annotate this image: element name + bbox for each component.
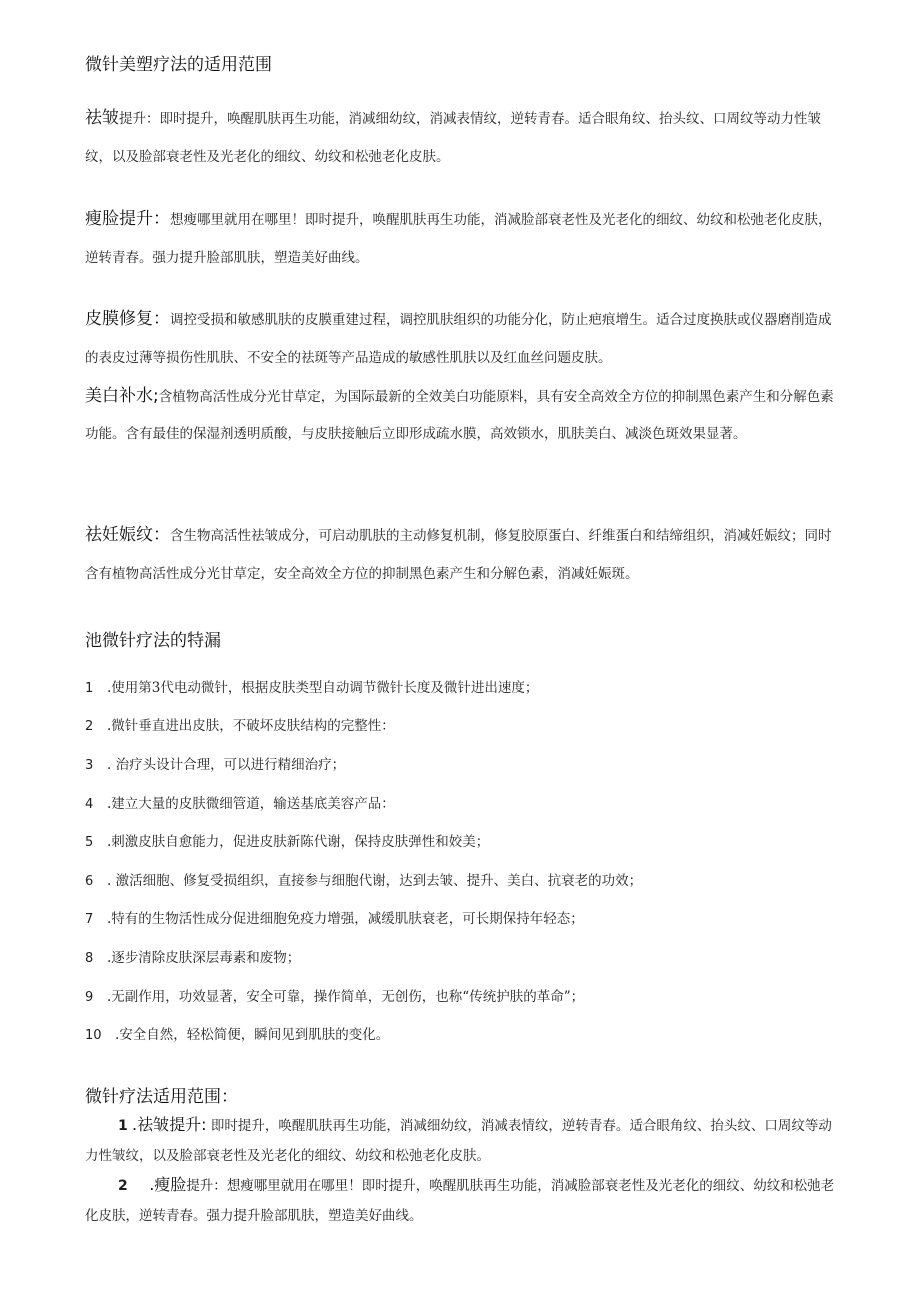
item-term: 祛皱	[85, 108, 119, 128]
item-number: 2	[118, 1178, 128, 1194]
item-number: 1	[118, 1118, 128, 1134]
list-number: 2	[85, 719, 94, 734]
list-text: .无副作用，功效显著，安全可靠，操作简单，无创伤，也称“传统护肤的革命”；	[107, 989, 585, 1005]
item-text: 含植物高活性成分光甘草定，为国际最新的全效美白功能原料，具有安全高效全方位的抑制黑色素产生和分解色素功能。含有最佳的保湿剂透明质酸，与皮肤接触后立即形成疏水膜，高效锁水，肌肤美白、减淡色斑效果显著。	[85, 389, 834, 442]
list-item	[85, 830, 489, 850]
list-number: 8	[85, 951, 94, 966]
list-item	[85, 676, 538, 696]
item-text: 想瘦哪里就用在哪里！即时提升，唤醒肌肤再生功能，消减脸部衰老性及光老化的细纹、幼纹和松弛老化皮肤，逆转青春。强力提升脸部肌肤，塑造美好曲线。	[85, 212, 832, 266]
list-number: 4	[85, 797, 94, 812]
list-number: 3	[85, 758, 94, 773]
section1-item-face-lift	[85, 200, 837, 277]
list-text: .微针垂直进出皮肤，不破坏皮肤结构的完整性：	[107, 718, 395, 734]
list-item	[85, 869, 642, 889]
item-term: .瘦脸	[149, 1175, 187, 1194]
item-text: 即时提升，唤醒肌肤再生功能，消减细幼纹，消减表情纹，逆转青春。适合眼角纹、抬头纹、口周纹等动力性皱纹，以及脸部衰老性及光老化的细纹、幼纹和松弛老化皮肤。	[85, 111, 821, 165]
list-item	[85, 714, 395, 734]
list-item	[85, 753, 345, 773]
section3-title: 微针疗法适用范围：	[85, 1087, 238, 1107]
section1-item-wrinkle	[85, 99, 837, 176]
item-text: 含生物高活性祛皱成分，可启动肌肤的主动修复机制，修复胶原蛋白、纤维蛋白和结缔组织，消减妊娠纹；同时含有植物高活性成分光甘草定，安全高效全方位的抑制黑色素产生和分解色素，消减妊娠斑。	[85, 528, 832, 582]
item-text: 即时提升，唤醒肌肤再生功能，消减细幼纹，消减表情纹，逆转青春。适合眼角纹、抬头纹、口周纹等动力性皱纹，以及脸部衰老性及光老化的细纹、幼纹和松弛老化皮肤。	[85, 1118, 832, 1164]
list-text: .使用第3代电动微针，根据皮肤类型自动调节微针长度及微针进出速度；	[107, 680, 539, 696]
item-term: 皮膜修复：	[85, 309, 170, 329]
list-item	[85, 946, 300, 966]
item-term-suffix: 提升：	[119, 111, 160, 127]
list-item	[85, 1023, 389, 1043]
item-term: 瘦脸提升：	[85, 209, 170, 229]
section2-title: 池微针疗法的特漏	[85, 631, 221, 651]
list-text: .刺激皮肤自愈能力，促进皮肤新陈代谢，保持皮肤弹性和姣美；	[107, 834, 490, 850]
list-text: .逐步清除皮肤深层毒素和废物；	[107, 950, 301, 966]
item-term: .祛皱提升:	[132, 1115, 207, 1134]
list-number: 10	[85, 1028, 102, 1043]
section1-item-whitening	[85, 378, 837, 453]
item-term-suffix: 提升：	[186, 1178, 227, 1194]
item-term: 祛妊娠纹：	[85, 525, 170, 545]
list-number: 6	[85, 874, 94, 889]
list-item	[85, 792, 395, 812]
list-text: . 治疗头设计合理，可以进行精细治疗；	[107, 757, 346, 773]
item-text: 调控受损和敏感肌肤的皮膜重建过程，调控肌肤组织的功能分化，防止疤痕增生。适合过度换肤或仪器磨削造成的表皮过薄等损伤性肌肤、不安全的祛斑等产品造成的敏感性肌肤以及红血丝问题皮肤。	[85, 312, 832, 366]
list-number: 1	[85, 681, 94, 696]
list-item	[85, 985, 584, 1005]
list-text: .建立大量的皮肤微细管道，输送基底美容产品：	[107, 796, 395, 812]
list-number: 7	[85, 912, 94, 927]
list-text: .特有的生物活性成分促进细胞免疫力增强，减缓肌肤衰老，可长期保持年轻态；	[107, 911, 584, 927]
list-number: 5	[85, 835, 94, 850]
item-term: 美白补水;	[85, 386, 159, 406]
section1-title: 微针美塑疗法的适用范围	[85, 55, 272, 75]
list-text: .安全自然，轻松简便，瞬间见到肌肤的变化。	[115, 1027, 390, 1043]
section1-item-membrane-repair	[85, 300, 837, 377]
section3-item-wrinkle	[85, 1110, 837, 1171]
section1-item-stretch-marks	[85, 516, 837, 593]
section3-item-face-lift	[85, 1170, 837, 1231]
list-item	[85, 907, 584, 927]
item-text: 想瘦哪里就用在哪里！即时提升，唤醒肌肤再生功能，消减脸部衰老性及光老化的细纹、幼纹和松弛老化皮肤，逆转青春。强力提升脸部肌肤，塑造美好曲线。	[85, 1178, 835, 1224]
list-number: 9	[85, 990, 94, 1005]
list-text: . 激活细胞、修复受损组织，直接参与细胞代谢，达到去皱、提升、美白、抗衰老的功效；	[107, 873, 643, 889]
